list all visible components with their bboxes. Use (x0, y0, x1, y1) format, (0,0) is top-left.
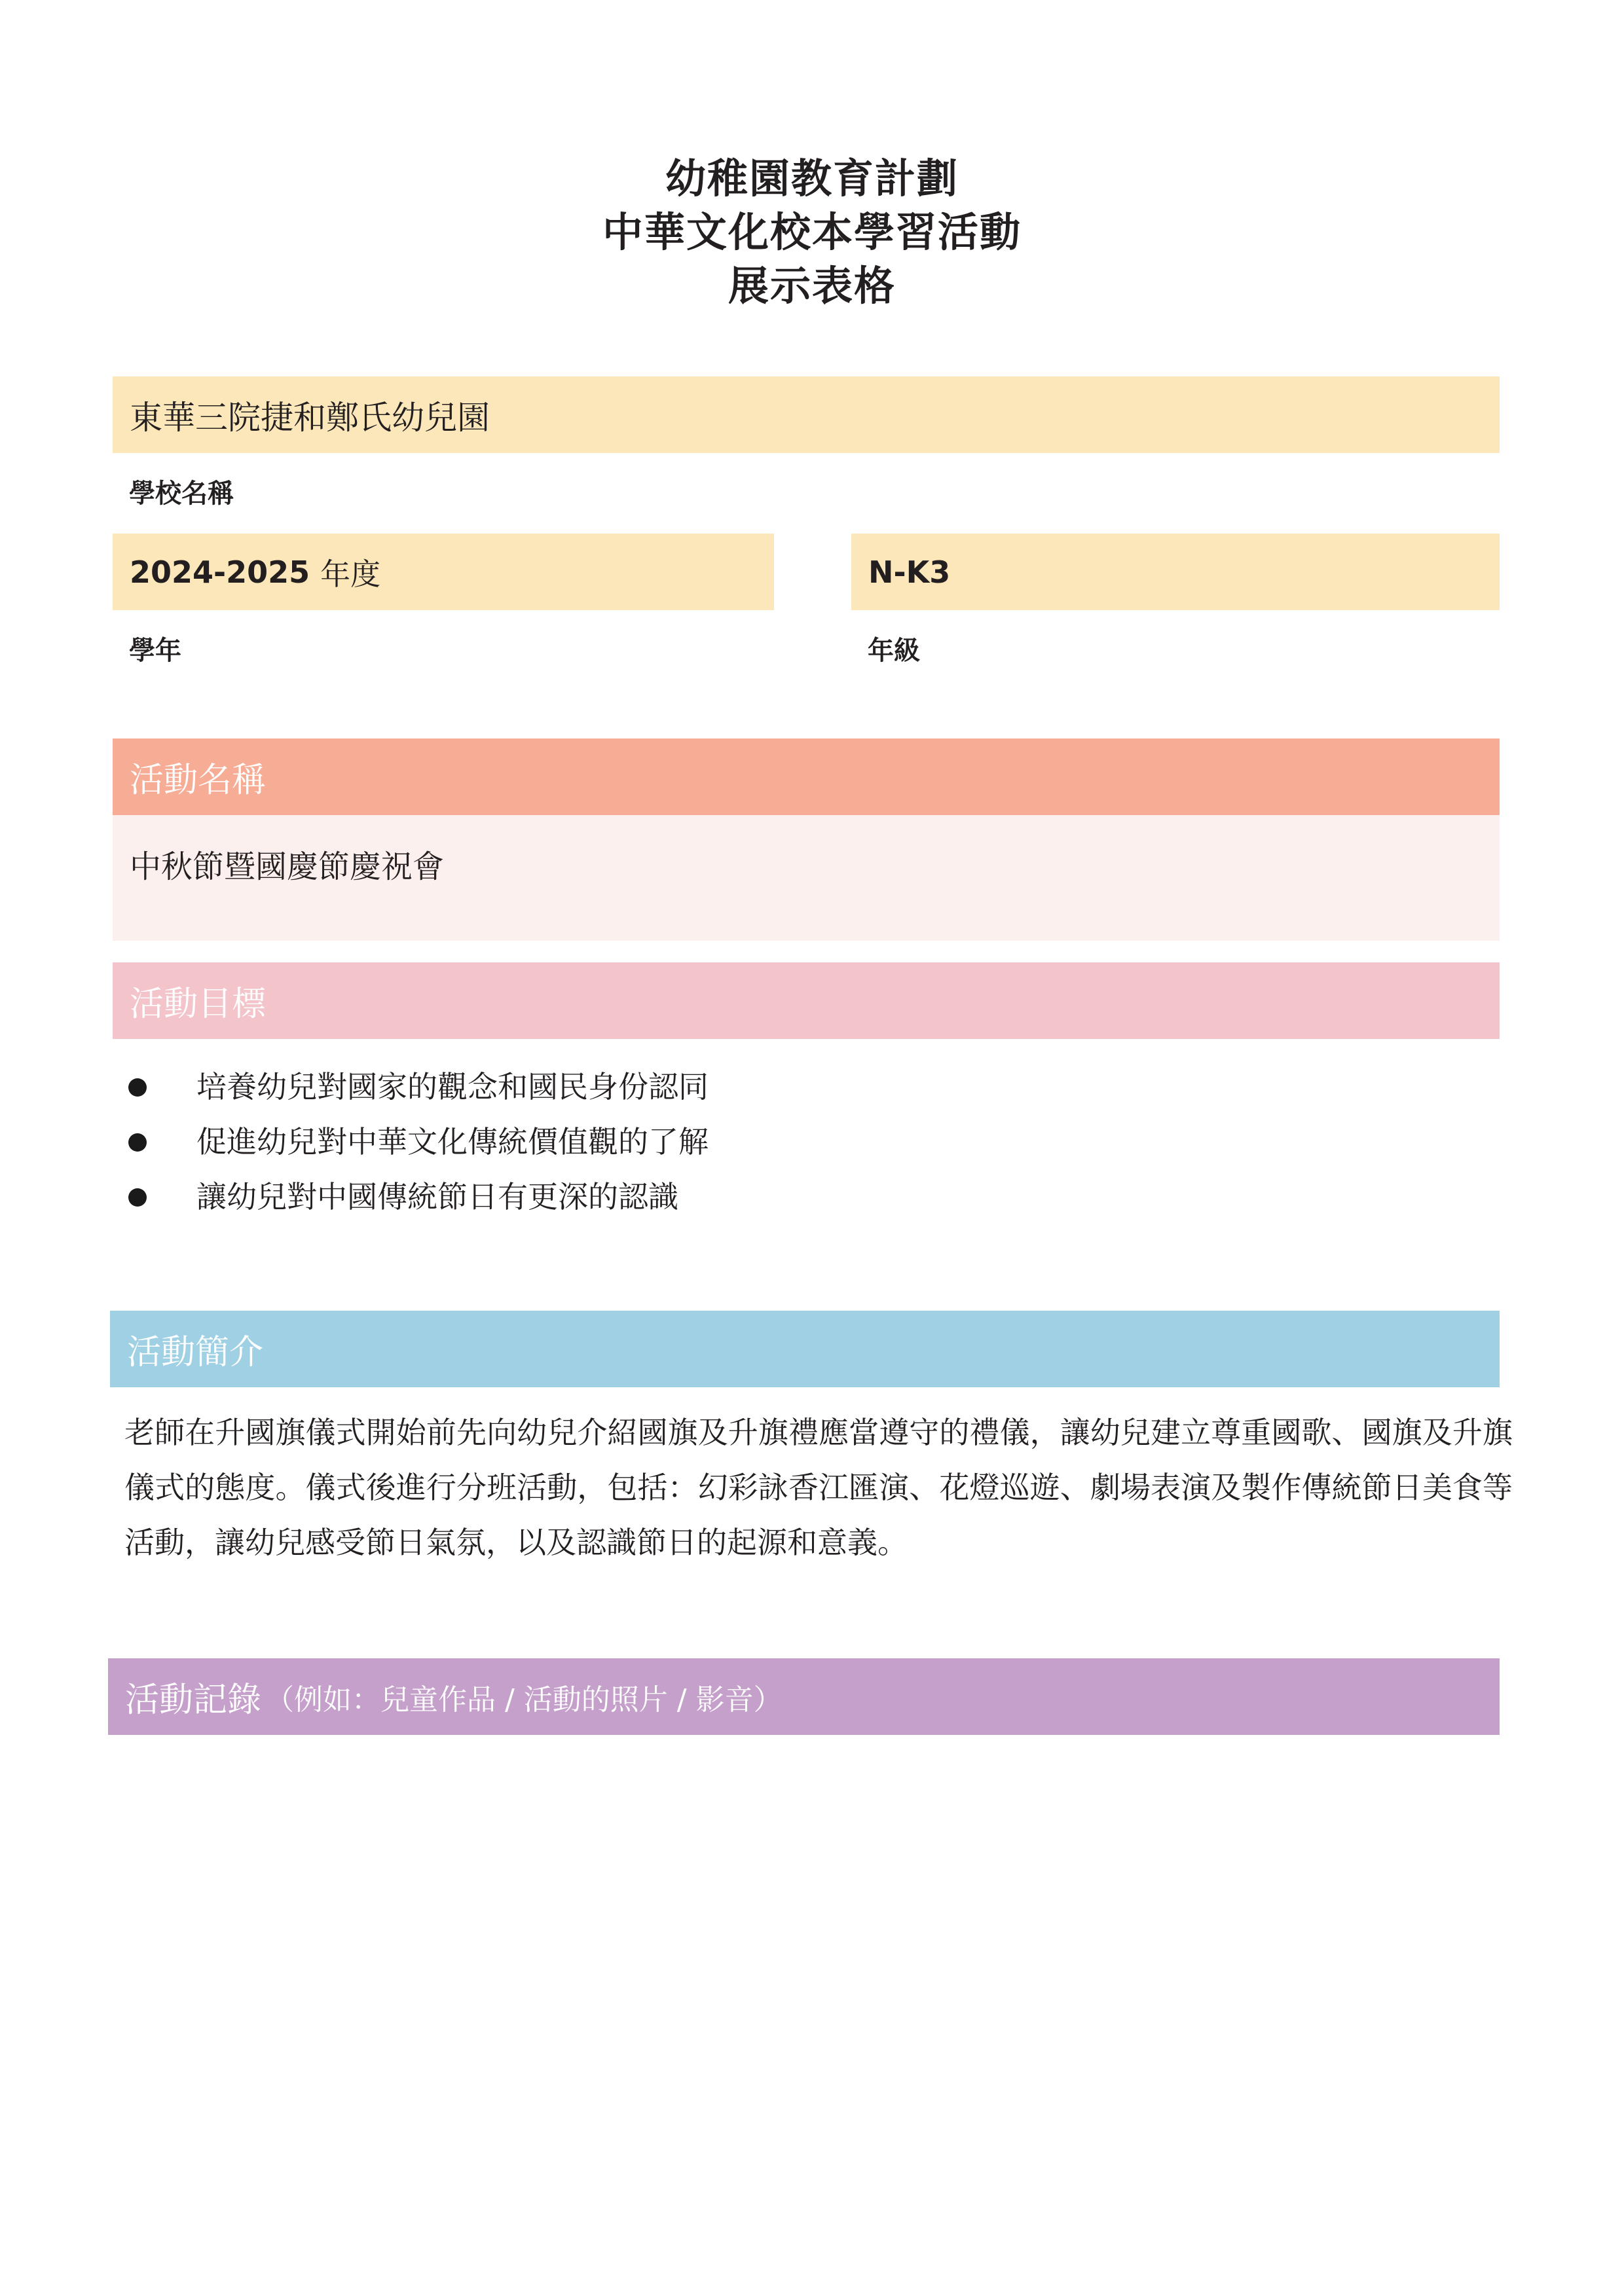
objectives-heading-band (113, 962, 1500, 1039)
school-name-band (113, 376, 1500, 453)
title-line-2: 中華文化校本學習活動 (602, 208, 1022, 256)
list-item (124, 1169, 709, 1224)
objective-text: 讓幼兒對中國傳統節日有更深的認識 (196, 1179, 678, 1214)
bullet-icon (128, 1078, 147, 1097)
objective-text: 促進幼兒對中華文化傳統價值觀的了解 (196, 1124, 709, 1159)
activity-name-band (113, 815, 1500, 941)
school-year-suffix: 年度 (320, 556, 381, 592)
grade-band (851, 534, 1500, 610)
list-item (124, 1114, 709, 1169)
records-note: （例如：兒童作品 / 活動的照片 / 影音） (265, 1683, 783, 1717)
activity-name-value: 中秋節暨國慶節慶祝會 (130, 848, 445, 885)
school-name-value: 東華三院捷和鄭氏幼兒園 (130, 398, 490, 437)
overview-text: 老師在升國旗儀式開始前先向幼兒介紹國旗及升旗禮應當遵守的禮儀，讓幼兒建立尊重國歌、國旗及升旗儀式的態度。儀式後進行分班活動，包括：幻彩詠香江匯演、花燈巡遊、劇場表演及製作傳統節日美食等活動，讓幼兒感受節日氣氛，以及認識節日的起源和意義。 (124, 1415, 1513, 1560)
title-line-3: 展示表格 (728, 262, 896, 310)
activity-name-heading: 活動名稱 (130, 761, 267, 800)
activity-name-heading-band (113, 738, 1500, 815)
grade-label: 年級 (868, 636, 920, 666)
records-heading: 活動記錄 (125, 1681, 262, 1720)
school-name-label: 學校名稱 (129, 479, 234, 509)
document-title (0, 152, 1624, 313)
objectives-heading: 活動目標 (130, 985, 267, 1024)
grade-value: N-K3 (868, 554, 951, 590)
bullet-icon (128, 1188, 147, 1207)
school-year-number: 2024-2025 (130, 554, 310, 590)
objectives-list (124, 1059, 709, 1224)
list-item (124, 1059, 709, 1114)
title-line-1: 幼稚園教育計劃 (665, 155, 959, 202)
records-heading-band (108, 1658, 1500, 1735)
school-year-band (113, 534, 774, 610)
objective-text: 培養幼兒對國家的觀念和國民身份認同 (196, 1069, 709, 1104)
school-year-label: 學年 (129, 636, 181, 666)
overview-heading-band (110, 1311, 1500, 1387)
overview-heading: 活動簡介 (127, 1333, 264, 1372)
bullet-icon (128, 1133, 147, 1152)
